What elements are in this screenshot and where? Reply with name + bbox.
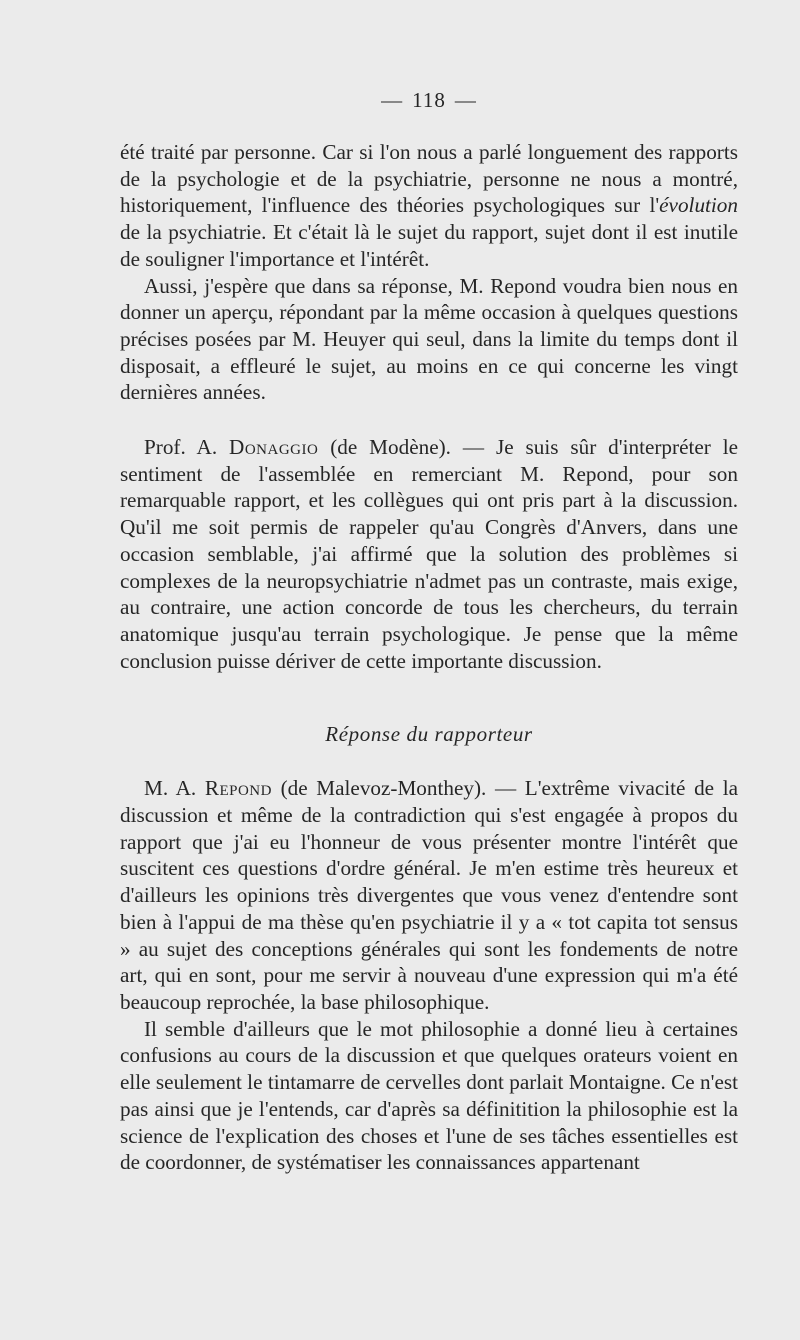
paragraph-1-text-b: de la psychiatrie. Et c'était là le sujet du rapport, sujet dont il est inutile de souligner l'importance et l'intérêt. xyxy=(120,220,738,271)
paragraph-3-text: (de Modène). — Je suis sûr d'interpréter le sentiment de l'assemblée en remerciant M. Repond, pour son remarquable rapport, et les collègues qui ont pris part à la discussion. Qu'il me soit permis de rappeler qu'au Congrès d'Anvers, dans une occasion semblable, j'ai affirmé que la solution des problèmes si complexes de la neuropsychiatrie n'admet pas un contraste, mais exige, au contraire, une action concorde de tous les chercheurs, du terrain anatomique jusqu'au terrain psychologique. Je pense que la même conclusion puisse dériver de cette importante discussion. xyxy=(120,435,739,673)
paragraph-donaggio xyxy=(120,434,738,674)
document-page xyxy=(120,88,738,1176)
speaker-name-donaggio: Donaggio xyxy=(229,435,319,460)
paragraph-repond xyxy=(120,775,738,1015)
page-number-dash-right: — xyxy=(454,88,477,112)
paragraph-1-text-a: été traité par personne. Car si l'on nous a parlé longuement des rapports de la psychologie et de la psychiatrie, personne ne nous a montré, historiquement, l'influence des théories psychologiques sur l' xyxy=(120,140,738,218)
speaker-name-repond: Repond xyxy=(204,776,272,801)
paragraph-5-text: Il semble d'ailleurs que le mot philosophie a donné lieu à certaines confusions au cours de la discussion et que quelques orateurs voient en elle seulement le tintamarre de cervelles dont parlait Montaigne. Ce n'est pas ainsi que je l'entends, car d'après sa définitition la philosophie est la science de l'explication des choses et l'une de ses tâches essentielles est de coordonner, de systématiser les connaissances appartenant xyxy=(120,1016,738,1175)
paragraph-4-text: (de Malevoz-Monthey). — L'extrême vivacité de la discussion et même de la contradiction qui s'est engagée à propos du rapport que j'ai eu l'honneur de vous présenter montre l'intérêt que suscitent ces questions d'ordre général. Je m'en estime très heureux et d'ailleurs les opinions très divergentes que vous venez d'entendre sont bien à l'appui de ma thèse qu'en psychiatrie il y a « tot capita tot sensus » au sujet des conceptions générales qui sont les fondements de notre art, qui en sont, pour me servir à nouveau d'une expression qui m'a été beaucoup reprochée, la base philosophique. xyxy=(120,776,738,1014)
paragraph-1-italic: évolution xyxy=(659,193,738,218)
paragraph-3-prefix: Prof. A. xyxy=(144,435,230,460)
paragraph-4-prefix: M. A. xyxy=(144,776,205,801)
section-heading: Réponse du rapporteur xyxy=(325,722,533,747)
paragraph-2 xyxy=(120,273,738,407)
page-number-dash-left: — xyxy=(381,88,404,112)
paragraph-continuation xyxy=(120,139,738,273)
page-number-value: 118 xyxy=(412,88,446,112)
paragraph-5 xyxy=(120,1016,738,1176)
page-number xyxy=(120,88,738,113)
paragraph-2-text: Aussi, j'espère que dans sa réponse, M. Repond voudra bien nous en donner un aperçu, répondant par la même occasion à quelques questions précises posées par M. Heuyer qui seul, dans la limite du temps dont il disposait, a effleuré le sujet, au moins en ce qui concerne les vingt dernières années. xyxy=(120,273,738,405)
